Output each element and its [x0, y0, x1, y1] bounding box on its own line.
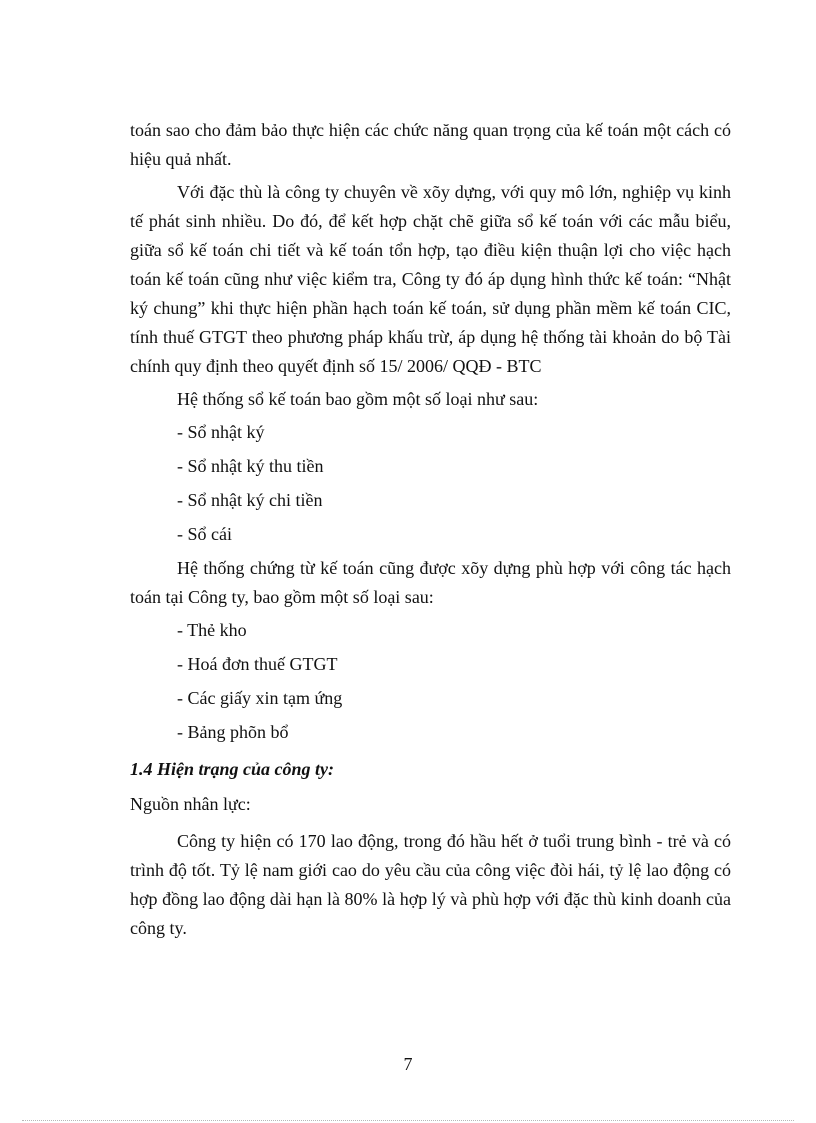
paragraph-accounting-form: Với đặc thù là công ty chuyên về xõy dựng, với quy mô lớn, nghiệp vụ kinh tế phát sinh nhiều. Do đó, để kết hợp chặt chẽ giữa sổ kế toán với các mẫu biểu, giữa sổ kế toán chi tiết và kế toán tổn hợp, tạo điều kiện thuận lợi cho việc hạch toán kế toán cũng như việc kiểm tra, Công ty đó áp dụng hình thức kế toán: “Nhật ký chung” khi thực hiện phần hạch toán kế toán, sử dụng phần mềm kế toán CIC, tính thuế GTGT theo phương pháp khấu trừ, áp dụng hệ thống tài khoản do bộ Tài chính quy định theo quyết định số 15/ 2006/ QQĐ - BTC — [130, 182, 731, 376]
section-heading: 1.4 Hiện trạng của công ty: — [130, 759, 335, 779]
voucher-list — [130, 616, 731, 747]
paragraph-ledger-intro: Hệ thống sổ kế toán bao gồm một số loại như sau: — [177, 389, 539, 409]
ledger-list — [130, 418, 731, 549]
paragraph-workforce: Công ty hiện có 170 lao động, trong đó hầu hết ở tuổi trung bình - trẻ và có trình độ tốt. Tỷ lệ nam giới cao do yêu cầu của công việc đòi hái, tỷ lệ lao động có hợp đồng lao động dài hạn là 80% là hợp lý và phù hợp với đặc thù kinh doanh của công ty. — [130, 831, 731, 938]
list-item: - Sổ nhật ký chi tiền — [177, 490, 323, 510]
page-number: 7 — [403, 1054, 413, 1074]
page-body — [130, 116, 731, 947]
list-item: - Các giấy xin tạm ứng — [177, 688, 343, 708]
page-bottom-divider — [22, 1120, 794, 1121]
paragraph-continuation: toán sao cho đảm bảo thực hiện các chức năng quan trọng của kế toán một cách có hiệu quả nhất. — [130, 120, 731, 169]
list-item: - Sổ nhật ký thu tiền — [177, 456, 324, 476]
list-item: - Sổ nhật ký — [177, 422, 265, 442]
list-item: - Thẻ kho — [177, 620, 247, 640]
sub-label-workforce: Nguồn nhân lực: — [130, 794, 251, 814]
paragraph-voucher-intro: Hệ thống chứng từ kế toán cũng được xõy dựng phù hợp với công tác hạch toán tại Công ty, bao gồm một số loại sau: — [130, 558, 731, 607]
list-item: - Sổ cái — [177, 524, 232, 544]
list-item: - Bảng phõn bổ — [177, 722, 289, 742]
list-item: - Hoá đơn thuế GTGT — [177, 654, 338, 674]
